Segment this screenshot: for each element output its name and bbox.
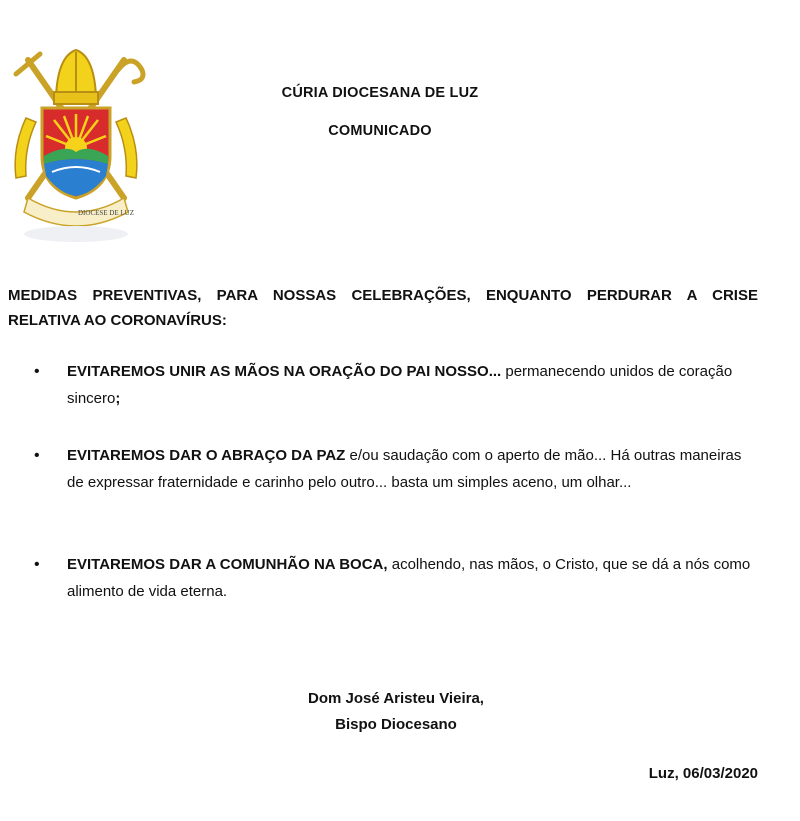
signatory-name: Dom José Aristeu Vieira, (308, 690, 484, 707)
signature-block (250, 686, 542, 738)
item-bold-text: EVITAREMOS UNIR AS MÃOS NA ORAÇÃO DO PAI NOSSO... (67, 363, 502, 380)
item-text: permanecendo unidos de coração sincero (67, 363, 733, 407)
institution-name: CÚRIA DIOCESANA DE LUZ (281, 85, 479, 101)
list-item (34, 551, 761, 605)
intro-line-2: RELATIVA AO CORONAVÍRUS: (8, 312, 227, 329)
intro-line-1: MEDIDAS PREVENTIVAS, PARA NOSSAS CELEBRAÇÕES, ENQUANTO PERDURAR A CRISE (8, 287, 758, 304)
item-bold-text: EVITAREMOS DAR A COMUNHÃO NA BOCA, (67, 556, 388, 573)
list-item (34, 442, 761, 496)
bullet: • (34, 556, 40, 573)
item-text: e/ou saudação com o aperto de mão... Há outras maneiras de expressar fraternidade e carinho pelo outro... basta um simples aceno, um olhar... (67, 447, 742, 491)
item-text: acolhendo, nas mãos, o Cristo, que se dá a nós como alimento de vida eterna. (67, 556, 751, 600)
document-type: COMUNICADO (328, 123, 432, 139)
intro-heading (8, 283, 758, 333)
bullet: • (34, 363, 40, 380)
list-item (34, 358, 761, 412)
document-date: Luz, 06/03/2020 (648, 765, 758, 782)
item-bold-text: EVITAREMOS DAR O ABRAÇO DA PAZ (67, 447, 346, 464)
bullet: • (34, 447, 40, 464)
signatory-title: Bispo Diocesano (335, 716, 457, 733)
item-tail: ; (115, 390, 121, 407)
crest-motto: DIOCESE DE LUZ (78, 209, 134, 217)
